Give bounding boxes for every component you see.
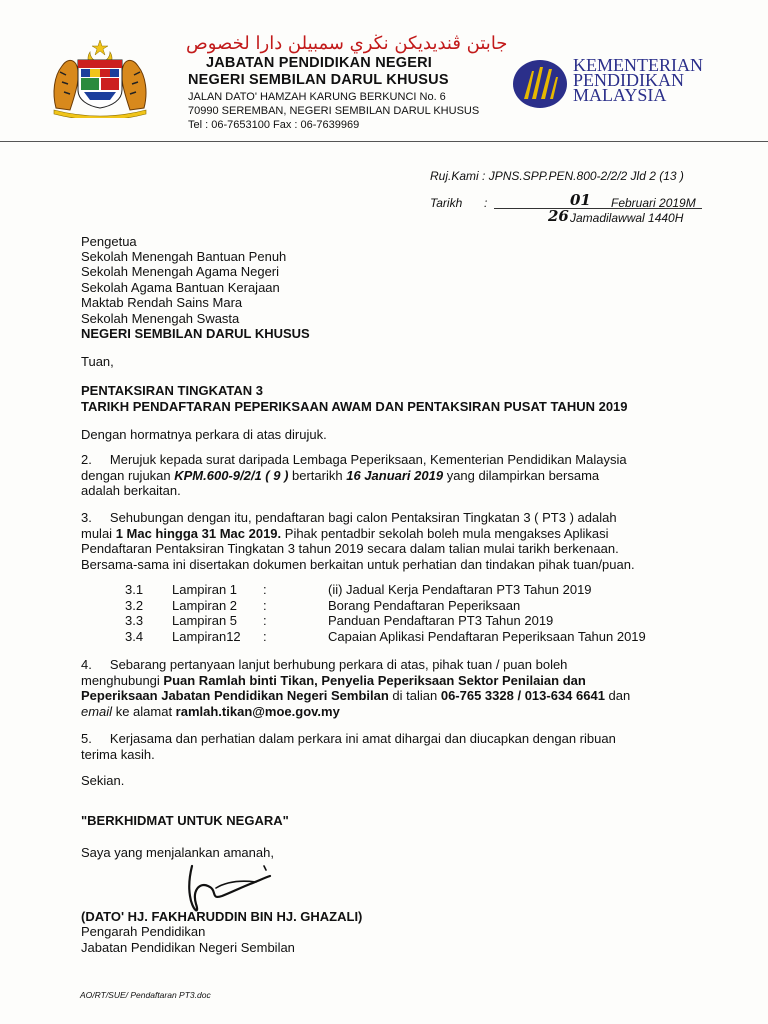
para4-text: email xyxy=(81,704,113,719)
attachment-number: 3.2 xyxy=(125,597,144,613)
signatory-department: Jabatan Pendidikan Negeri Sembilan xyxy=(81,940,295,955)
recipient-line: Sekolah Menengah Swasta xyxy=(81,311,240,326)
attachment-description: Capaian Aplikasi Pendaftaran Peperiksaan Tahun 2019 xyxy=(328,628,646,644)
recipient-line: Sekolah Menengah Agama Negeri xyxy=(81,264,280,279)
department-name-line2: NEGERI SEMBILAN DARUL KHUSUS xyxy=(188,72,449,88)
subject-line2: TARIKH PENDAFTARAN PEPERIKSAAN AWAM DAN PENTAKSIRAN PUSAT TAHUN 2019 xyxy=(81,399,628,414)
signatory-title: Pengarah Pendidikan xyxy=(81,924,206,939)
para4-line1 xyxy=(81,657,567,673)
para3-line3: Pendaftaran Pentaksiran Tingkatan 3 tahun 2019 secara dalam talian mulai tarikh berkenaan. xyxy=(81,541,619,556)
address-line2: 70990 SEREMBAN, NEGERI SEMBILAN DARUL KHUSUS xyxy=(188,105,480,117)
kpm-wordmark xyxy=(573,55,703,105)
para4-line4 xyxy=(81,704,340,720)
para4-text: dan xyxy=(604,688,631,703)
attachment-label: Lampiran 1 xyxy=(172,582,238,597)
para2-line3: adalah berkaitan. xyxy=(81,483,181,498)
recipient-line: Sekolah Agama Bantuan Kerajaan xyxy=(81,280,280,295)
para4-text: ke alamat xyxy=(112,704,176,719)
para4-text: di talian xyxy=(388,688,441,703)
registration-period: 1 Mac hingga 31 Mac 2019. xyxy=(115,526,282,541)
contact-person: Puan Ramlah binti Tikan, Penyelia Peperiksaan Sektor Penilaian dan xyxy=(163,673,586,688)
contact-phone: 06-765 3328 / 013-634 6641 xyxy=(440,688,605,703)
para3-line4: Bersama-sama ini disertakan dokumen berkaitan untuk perhatian dan tindakan pihak tuan/puan. xyxy=(81,557,635,572)
tarikh-label: Tarikh xyxy=(430,196,463,210)
handwritten-hijri-day: 26 xyxy=(548,207,569,225)
sign-off: Saya yang menjalankan amanah, xyxy=(81,845,274,860)
header-divider xyxy=(0,141,768,142)
attachment-description: (ii) Jadual Kerja Pendaftaran PT3 Tahun 2019 xyxy=(328,582,592,597)
para2-text: dengan rujukan xyxy=(81,468,175,483)
ruj-value: JPNS.SPP.PEN.800-2/2/2 Jld 2 (13 ) xyxy=(488,169,684,183)
closing: Sekian. xyxy=(81,773,125,788)
attachment-separator: : xyxy=(263,628,267,644)
recipient-line: Pengetua xyxy=(81,234,137,249)
para4-text: menghubungi xyxy=(81,673,164,688)
para2-line2 xyxy=(81,468,599,484)
salutation: Tuan, xyxy=(81,354,114,369)
kpm-line2: PENDIDIKAN xyxy=(573,70,684,90)
para4-line2 xyxy=(81,673,586,689)
tarikh-separator: : xyxy=(484,196,488,210)
kpm-line1: KEMENTERIAN xyxy=(573,55,703,75)
department-name-line1: JABATAN PENDIDIKAN NEGERI xyxy=(206,55,433,71)
attachment-number: 3.3 xyxy=(125,613,144,628)
para4-line3 xyxy=(81,688,630,704)
jawi-department-name: جابتن ڤنديديكن نڬري سمبيلن دارا لخصوص xyxy=(186,33,508,54)
address-line1: JALAN DATO' HAMZAH KARUNG BERKUNCI No. 6 xyxy=(188,91,446,103)
file-reference: AO/RT/SUE/ Pendaftaran PT3.doc xyxy=(80,990,211,1000)
para5-line2: terima kasih. xyxy=(81,747,155,762)
para3-line1 xyxy=(81,510,617,526)
para3-line2 xyxy=(81,526,609,542)
state-crest-logo xyxy=(50,38,150,118)
recipient-line: Sekolah Menengah Bantuan Penuh xyxy=(81,249,287,264)
para3-text: Sehubungan dengan itu, pendaftaran bagi calon Pentaksiran Tingkatan 3 ( PT3 ) adalah xyxy=(109,510,617,525)
para3-text: Pihak pentadbir sekolah boleh mula mengakses Aplikasi xyxy=(281,526,609,541)
kpm-logo xyxy=(512,59,568,109)
para5-number: 5. xyxy=(81,731,92,746)
contact-email: ramlah.tikan@moe.gov.my xyxy=(175,704,340,719)
para2-text: bertarikh xyxy=(288,468,347,483)
attachment-separator: : xyxy=(263,597,267,613)
date-gregorian: Februari 2019M xyxy=(611,196,696,210)
attachment-separator: : xyxy=(263,582,267,597)
para2-text: yang dilampirkan bersama xyxy=(443,468,600,483)
reference-date: 16 Januari 2019 xyxy=(346,468,444,483)
para4-number: 4. xyxy=(81,657,92,672)
phone-fax: Tel : 06-7653100 Fax : 06-7639969 xyxy=(188,119,360,131)
attachment-label: Lampiran12 xyxy=(172,628,241,644)
attachment-description: Panduan Pendaftaran PT3 Tahun 2019 xyxy=(328,613,554,628)
contact-department: Peperiksaan Jabatan Pendidikan Negeri Sembilan xyxy=(81,688,389,703)
para2-line1 xyxy=(81,452,627,468)
para5-line1 xyxy=(81,731,616,747)
attachment-number: 3.4 xyxy=(125,628,144,644)
handwritten-day: 01 xyxy=(570,191,591,209)
recipient-state: NEGERI SEMBILAN DARUL KHUSUS xyxy=(81,326,310,341)
attachment-separator: : xyxy=(263,613,267,628)
ruj-label: Ruj.Kami : xyxy=(430,169,486,183)
motto: "BERKHIDMAT UNTUK NEGARA" xyxy=(81,813,289,828)
signatory-name: (DATO' HJ. FAKHARUDDIN BIN HJ. GHAZALI) xyxy=(81,909,363,924)
attachment-label: Lampiran 5 xyxy=(172,613,238,628)
attachment-description: Borang Pendaftaran Peperiksaan xyxy=(328,597,521,613)
kpm-reference: KPM.600-9/2/1 ( 9 ) xyxy=(174,468,289,483)
para2-text: Merujuk kepada surat daripada Lembaga Peperiksaan, Kementerian Pendidikan Malaysia xyxy=(109,452,627,467)
para3-text: mulai xyxy=(81,526,116,541)
attachment-label: Lampiran 2 xyxy=(172,597,238,613)
date-hijri: Jamadilawwal 1440H xyxy=(570,211,684,225)
para5-text: Kerjasama dan perhatian dalam perkara ini amat dihargai dan diucapkan dengan ribuan xyxy=(109,731,616,746)
para3-number: 3. xyxy=(81,510,92,525)
ruj-kami xyxy=(430,169,684,183)
opening-sentence: Dengan hormatnya perkara di atas dirujuk. xyxy=(81,427,327,442)
attachment-number: 3.1 xyxy=(125,582,144,597)
para2-number: 2. xyxy=(81,452,92,467)
subject-line1: PENTAKSIRAN TINGKATAN 3 xyxy=(81,383,263,398)
recipient-line: Maktab Rendah Sains Mara xyxy=(81,295,243,310)
para4-text: Sebarang pertanyaan lanjut berhubung perkara di atas, pihak tuan / puan boleh xyxy=(109,657,568,672)
kpm-line3: MALAYSIA xyxy=(573,85,667,105)
